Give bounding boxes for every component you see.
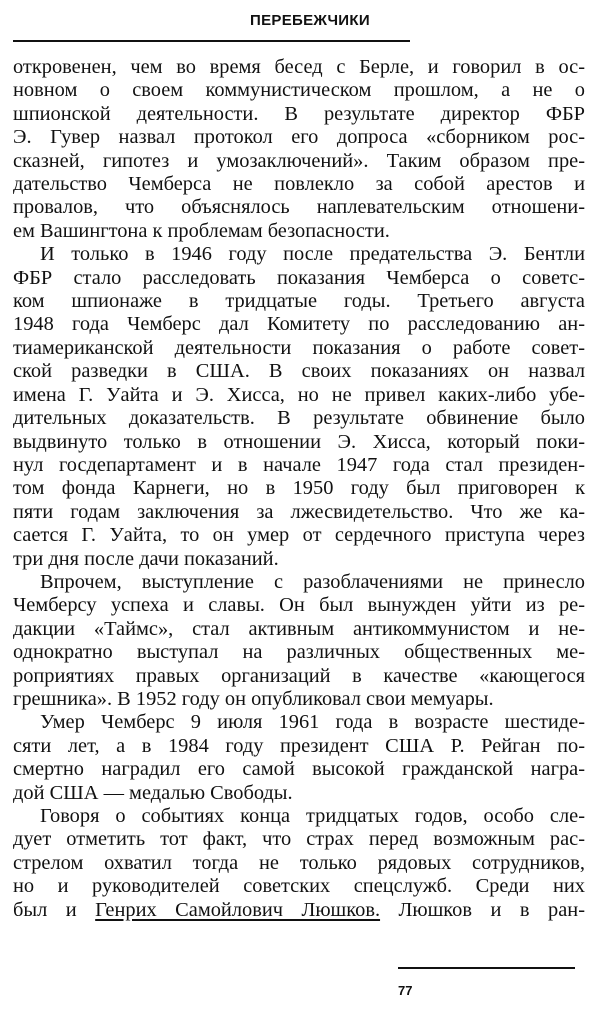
text-line: смертно наградил его самой высокой гражданской награ- bbox=[13, 758, 585, 781]
text-line: дакции «Таймс», стал активным антикоммунистом и не- bbox=[13, 617, 585, 640]
text-line: новном о своем коммунистическом прошлом, а не о bbox=[13, 79, 585, 102]
text-line: Э. Гувер назвал протокол его допроса «сборником рос- bbox=[13, 126, 585, 149]
text-line bbox=[13, 711, 585, 734]
text-line: стрелом охватил тогда не только рядовых сотрудников, bbox=[13, 851, 585, 874]
text-line bbox=[13, 899, 585, 922]
text-line: дительных доказательств. В результате обвинение было bbox=[13, 407, 585, 430]
text-line: ком шпионаже в тридцатые годы. Третьего августа bbox=[13, 290, 585, 313]
text-line: имена Г. Уайта и Э. Хисса, но не привел каких-либо убе- bbox=[13, 383, 585, 406]
text-line-content: Говоря о событиях конца тридцатых годов, особо сле- bbox=[40, 805, 585, 827]
text-line bbox=[13, 805, 585, 828]
text-line: сказней, гипотез и умозаключений». Таким образом пре- bbox=[13, 149, 585, 172]
text-line: дательство Чемберса не повлекло за собой арестов и bbox=[13, 173, 585, 196]
text-line: Чемберсу успеха и славы. Он был вынужден уйти из ре- bbox=[13, 594, 585, 617]
text-line: однократно выступал на различных общественных ме- bbox=[13, 641, 585, 664]
text-line-content: Впрочем, выступление с разоблачениями не принесло bbox=[40, 570, 585, 593]
text-line: выдвинуто только в отношении Э. Хисса, который поки- bbox=[13, 430, 585, 453]
text-line: грешника». В 1952 году он опубликовал свои мемуары. bbox=[13, 687, 494, 710]
text-line: том фонда Карнеги, но в 1950 году был приговорен к bbox=[13, 477, 585, 500]
text-line: тиамериканской деятельности показания о работе совет- bbox=[13, 336, 585, 359]
paragraph-5 bbox=[13, 805, 585, 922]
footer-rule bbox=[398, 967, 575, 969]
text-line: 1948 года Чемберс дал Комитету по расследованию ан- bbox=[13, 313, 585, 336]
text-line: пяти годам заключения за лжесвидетельство. Что же ка- bbox=[13, 500, 585, 523]
paragraph-3 bbox=[13, 571, 585, 711]
paragraph-1 bbox=[13, 56, 585, 243]
text-line: ской разведки в США. В своих показаниях он назвал bbox=[13, 360, 585, 383]
text-line-content: И только в 1946 году после предательства Э. Бентли bbox=[40, 243, 585, 266]
text-line: провалов, что объяснялось наплевательским отношени- bbox=[13, 196, 585, 219]
text-line: сяти лет, а в 1984 году президент США Р. Рейган по- bbox=[13, 734, 585, 757]
text-segment: Люшков и в ран- bbox=[398, 898, 585, 921]
text-line bbox=[13, 243, 585, 266]
text-line-content: Умер Чемберс 9 июля 1961 года в возрасте шестиде- bbox=[40, 711, 585, 734]
running-head: ПЕРЕБЕЖЧИКИ bbox=[250, 12, 370, 29]
text-line: ФБР стало расследовать показания Чемберса о советс- bbox=[13, 266, 585, 289]
page-number: 77 bbox=[398, 983, 413, 998]
text-line: дой США — медалью Свободы. bbox=[13, 781, 293, 804]
paragraph-4 bbox=[13, 711, 585, 805]
text-line: ем Вашингтона к проблемам безопасности. bbox=[13, 219, 390, 242]
text-line: нул госдепартамент и в начале 1947 года стал президен- bbox=[13, 453, 585, 476]
text-line: откровенен, чем во время бесед с Берле, и говорил в ос- bbox=[13, 56, 585, 78]
text-segment: был и bbox=[13, 898, 77, 921]
text-line: но и руководителей советских спецслужб. Среди них bbox=[13, 875, 585, 898]
underlined-name: Генрих Самойлович Люшков. bbox=[95, 898, 381, 921]
text-line: три дня после дачи показаний. bbox=[13, 547, 279, 570]
text-line: шпионской деятельности. В результате директор ФБР bbox=[13, 102, 585, 125]
text-line bbox=[13, 571, 585, 594]
text-line: роприятиях правых организаций в качестве «кающегося bbox=[13, 664, 585, 687]
text-line: дует отметить тот факт, что страх перед возможным рас- bbox=[13, 828, 585, 851]
header-rule bbox=[13, 40, 410, 42]
body-text bbox=[13, 56, 585, 922]
text-line: сается Г. Уайта, то он умер от сердечного приступа через bbox=[13, 524, 585, 547]
paragraph-2 bbox=[13, 243, 585, 571]
